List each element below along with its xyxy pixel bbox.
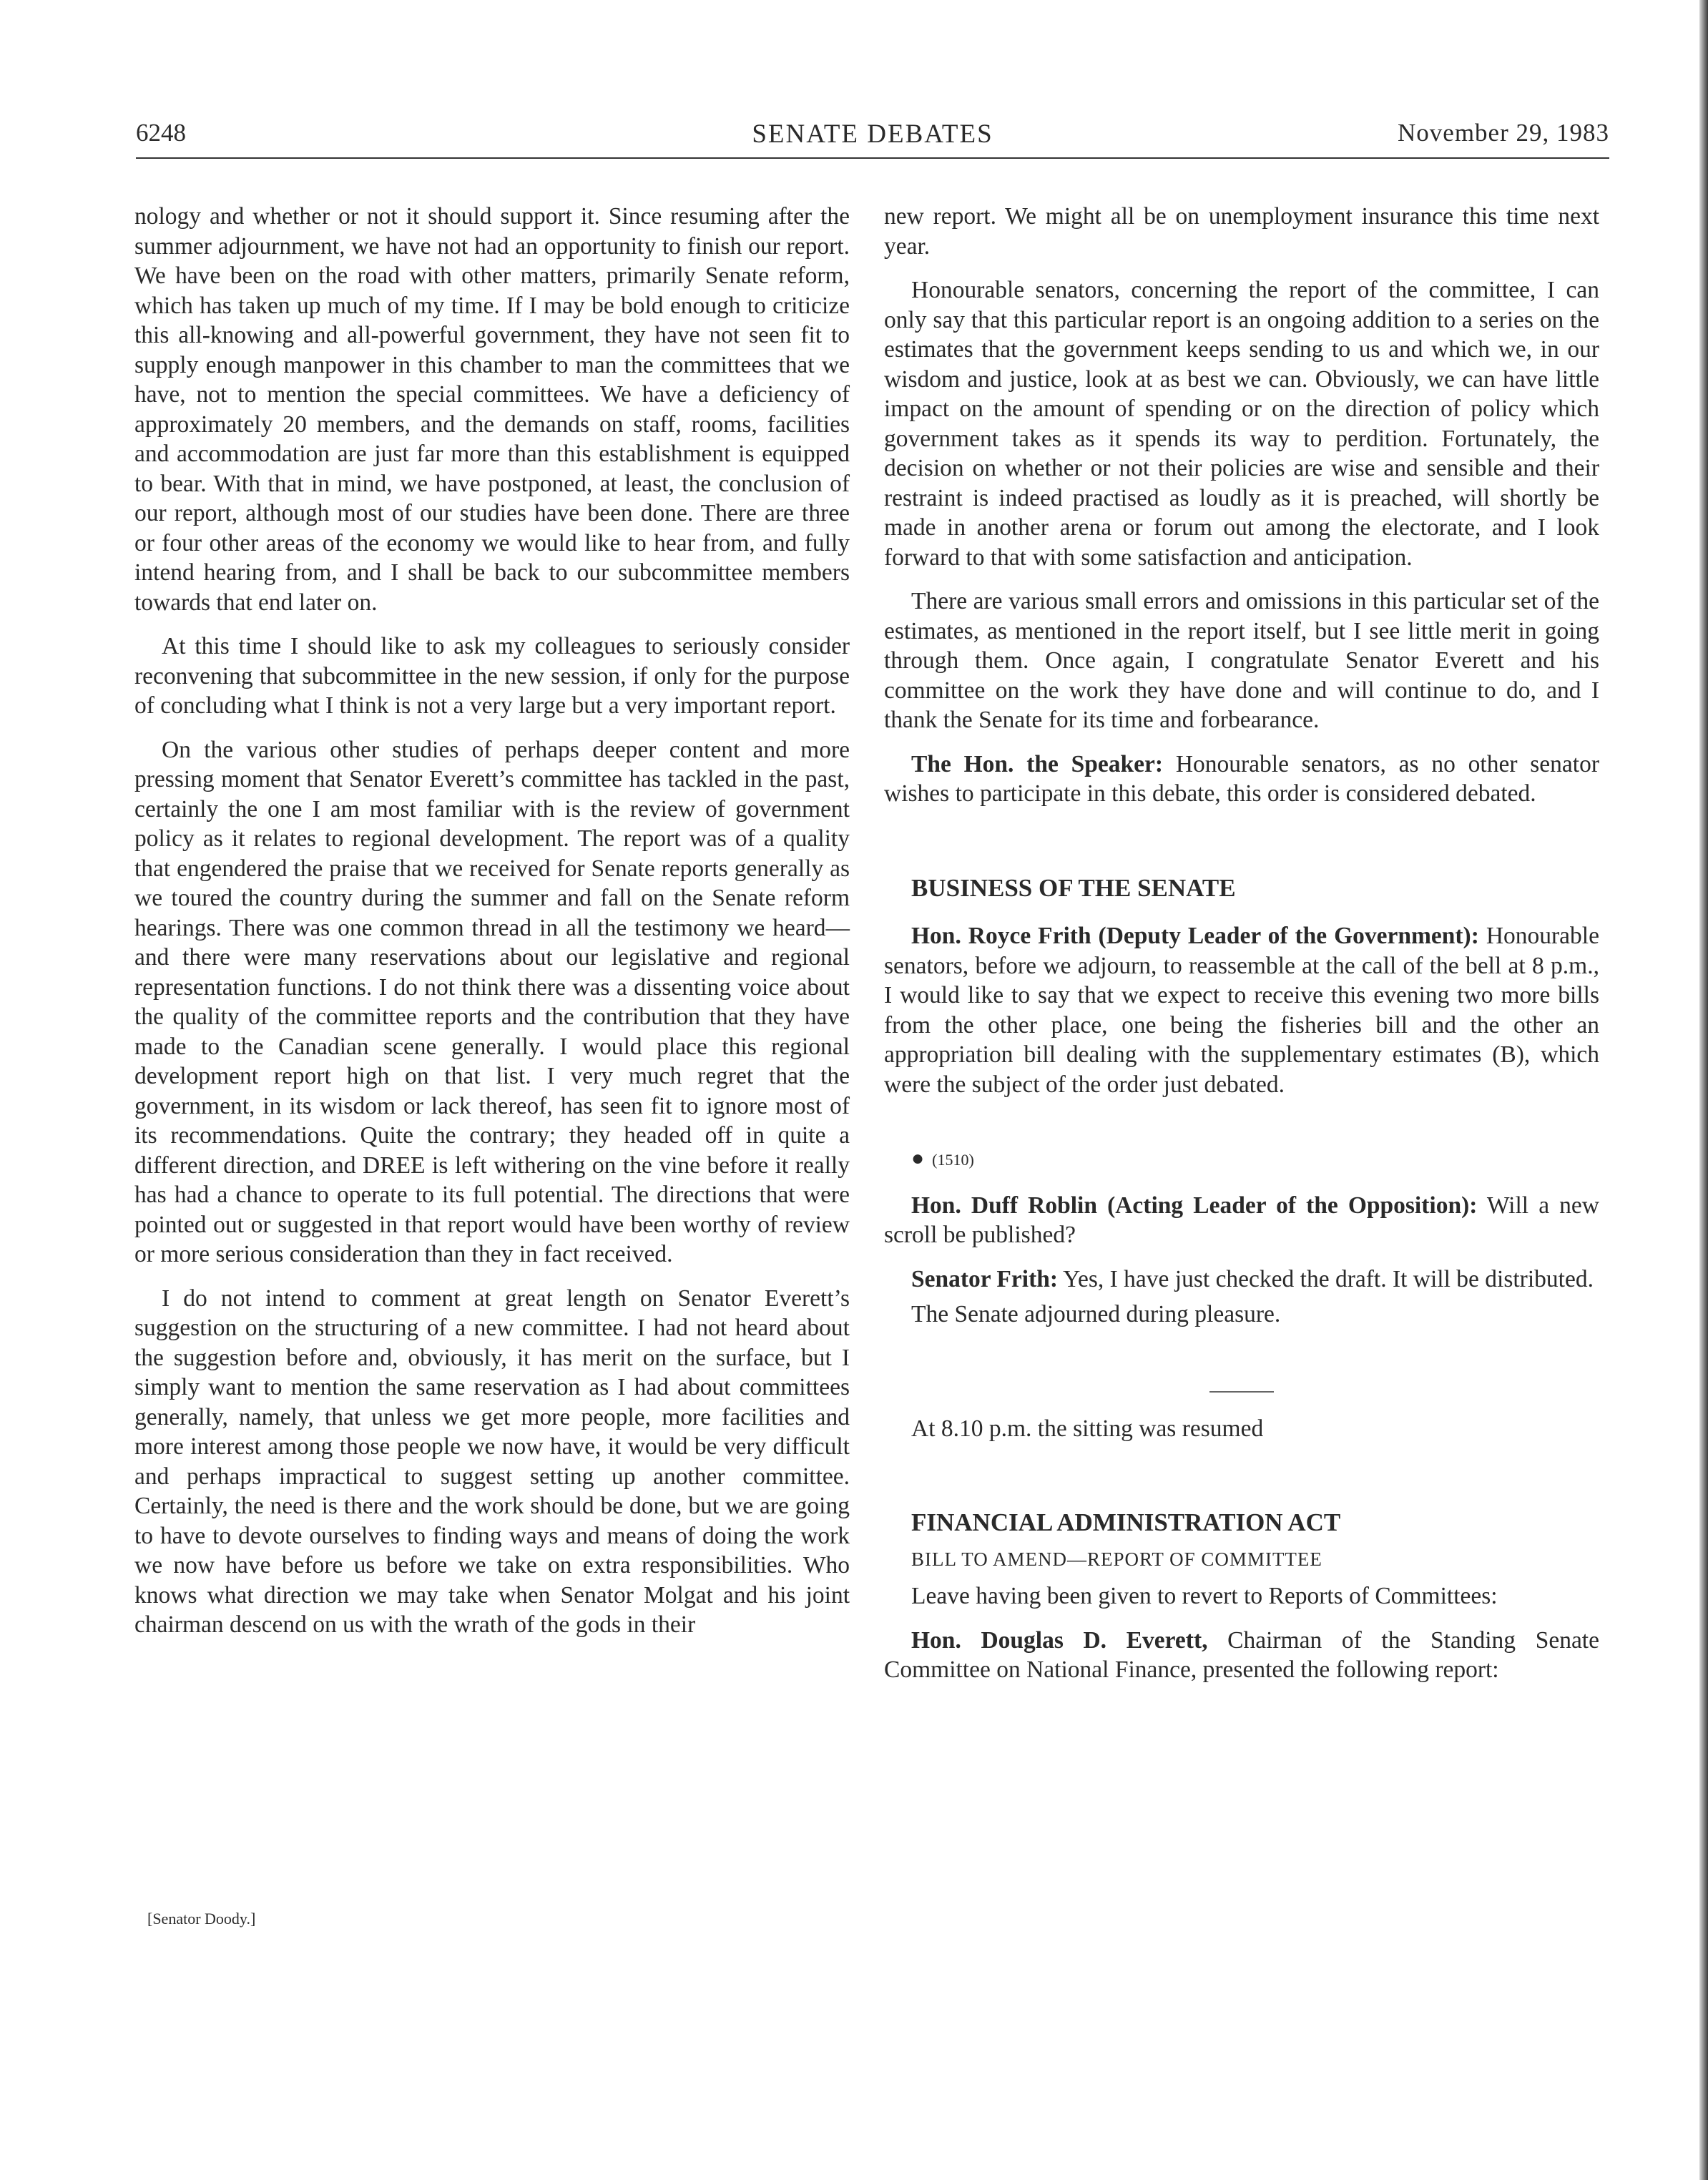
speech-text: Honourable senators, as no other senator wishes to participate in this debate, this order is considered debated. <box>884 750 1599 807</box>
left-column <box>134 202 850 1640</box>
paragraph: On the various other studies of perhaps deeper content and more pressing moment that Senator Everett’s committee has tackled in the past, certainly the one I am most familiar with is the review of government policy as it relates to regional development. The report was of a quality that engendered the praise that we received for Senate reports generally as we toured the country during the summer and fall on the Senate reform hearings. There was one common thread in all the testimony we heard— and there were many reservations about our legislative and regional representation functions. I do not think there was a dissenting voice about the quality of the committee reports and the contribution that they have made to the Canadian scene generally. I would place this regional development report high on that list. I very much regret that the government, in its wisdom or lack thereof, has seen fit to ignore most of its recommendations. Quite the contrary; they headed off in quite a different direction, and DREE is left withering on the vine before it really has had a chance to operate to its full potential. The directions that were pointed out or suggested in that report would have been worthy of review or more serious consideration than they in fact received. <box>134 736 850 1267</box>
section-divider <box>1209 1391 1274 1393</box>
speech-text: Yes, I have just checked the draft. It will be distributed. <box>1058 1265 1594 1292</box>
speaker-paragraph <box>884 750 1599 809</box>
speaker-name: The Hon. the Speaker: <box>911 750 1164 777</box>
speech-text: Honourable senators, before we adjourn, to reassemble at the call of the bell at 8 p.m., I would like to say that we expect to receive this evening two more bills from the other place, one being the fisheries bill and the other an appropriation bill dealing with the supplementary estimates (B), which were the subject of the order just debated. <box>884 923 1599 1098</box>
bullet-icon: ● <box>911 1147 925 1170</box>
speaker-name: Hon. Duff Roblin (Acting Leader of the Opposition): <box>911 1192 1478 1219</box>
right-column <box>884 202 1599 1685</box>
page-header <box>136 114 1609 159</box>
section-heading: BUSINESS OF THE SENATE <box>911 873 1236 902</box>
procedural-note: The Senate adjourned during pleasure. <box>911 1301 1281 1327</box>
paragraph: Honourable senators, concerning the report of the committee, I can only say that this particular report is an ongoing addition to a series on the estimates that the government keeps sending to us and which we, in our wisdom and justice, look at as best we can. Obviously, we can have little impact on the amount of spending or on the direction of policy which government takes as it spends its way to perdition. Fortunately, the decision on whether or not their policies are wise and sensible and their restraint is indeed practised as loudly as it is preached, will shortly be made in another arena or forum out among the electorate, and I look forward to that with some satisfaction and anticipation. <box>884 277 1599 571</box>
time-marker <box>884 1144 1599 1175</box>
page-number: 6248 <box>136 119 186 147</box>
speaker-paragraph <box>884 1265 1599 1295</box>
speaker-paragraph <box>884 1626 1599 1685</box>
paragraph: I do not intend to comment at great length on Senator Everett’s suggestion on the structuring of a new committee. I had not heard about the suggestion before and, obviously, it has merit on the surface, but I simply want to mention the same reservation as I had about committees generally, namely, that unless we get more people, more facilities and more interest among those people we now have, it would be very difficult and perhaps impractical to suggest setting up another committee. Certainly, the need is there and the work should be done, but we are going to have to devote ourselves to finding ways and means of doing the work we now have before us before we take on extra responsibilities. Who knows what direction we may take when Senator Molgat and his joint chairman descend on us with the wrath of the gods in their <box>134 1285 850 1638</box>
paragraph: There are various small errors and omissions in this particular set of the estimates, as mentioned in the report itself, but I see little merit in going through them. Once again, I congratulate Senator Everett and his committee on the work they have done and will continue to do, and I thank the Senate for its time and forbearance. <box>884 588 1599 733</box>
speaker-name: Senator Frith: <box>911 1265 1059 1292</box>
publication-title: SENATE DEBATES <box>752 119 993 149</box>
paragraph: At this time I should like to ask my colleagues to seriously consider reconvening that subcommittee in the new session, if only for the purpose of concluding what I think is not a very large but a very important report. <box>134 633 850 719</box>
speaker-paragraph <box>884 1191 1599 1250</box>
speaker-paragraph <box>884 921 1599 1099</box>
section-heading: FINANCIAL ADMINISTRATION ACT <box>911 1508 1341 1536</box>
paragraph: nology and whether or not it should support it. Since resuming after the summer adjournment, we have not had an opportunity to finish our report. We have been on the road with other matters, primarily Senate reform, which has taken up much of my time. If I may be bold enough to criticize this all-knowing and all-powerful government, they have not seen fit to supply enough manpower in this chamber to man the committees that we have, not to mention the special committees. We have a deficiency of approximately 20 members, and the demands on staff, rooms, facilities and accommodation are just far more than this establishment is equipped to bear. With that in mind, we have postponed, at least, the conclusion of our report, although most of our studies have been done. There are three or four other areas of the economy we would like to hear from, and fully intend hearing from, and I shall be back to our subcommittee members towards that end later on. <box>134 203 850 616</box>
section-subheading: BILL TO AMEND—REPORT OF COMMITTEE <box>911 1548 1322 1570</box>
speaker-name: Hon. Douglas D. Everett, <box>911 1626 1208 1654</box>
speech-text: Chairman of the Standing Senate Committee on National Finance, presented the following report: <box>884 1626 1599 1683</box>
speaker-footnote: [Senator Doody.] <box>147 1910 256 1928</box>
speaker-name: Hon. Royce Frith (Deputy Leader of the Government): <box>911 923 1479 949</box>
page-date: November 29, 1983 <box>1398 119 1609 147</box>
page-edge-shadow <box>1699 0 1708 2180</box>
procedural-note: Leave having been given to revert to Reports of Committees: <box>911 1583 1498 1609</box>
time-marker-text: (1510) <box>932 1151 974 1169</box>
paragraph: new report. We might all be on unemployment insurance this time next year. <box>884 203 1599 260</box>
speech-text: Will a new scroll be published? <box>884 1192 1599 1248</box>
procedural-note: At 8.10 p.m. the sitting was resumed <box>911 1415 1264 1442</box>
